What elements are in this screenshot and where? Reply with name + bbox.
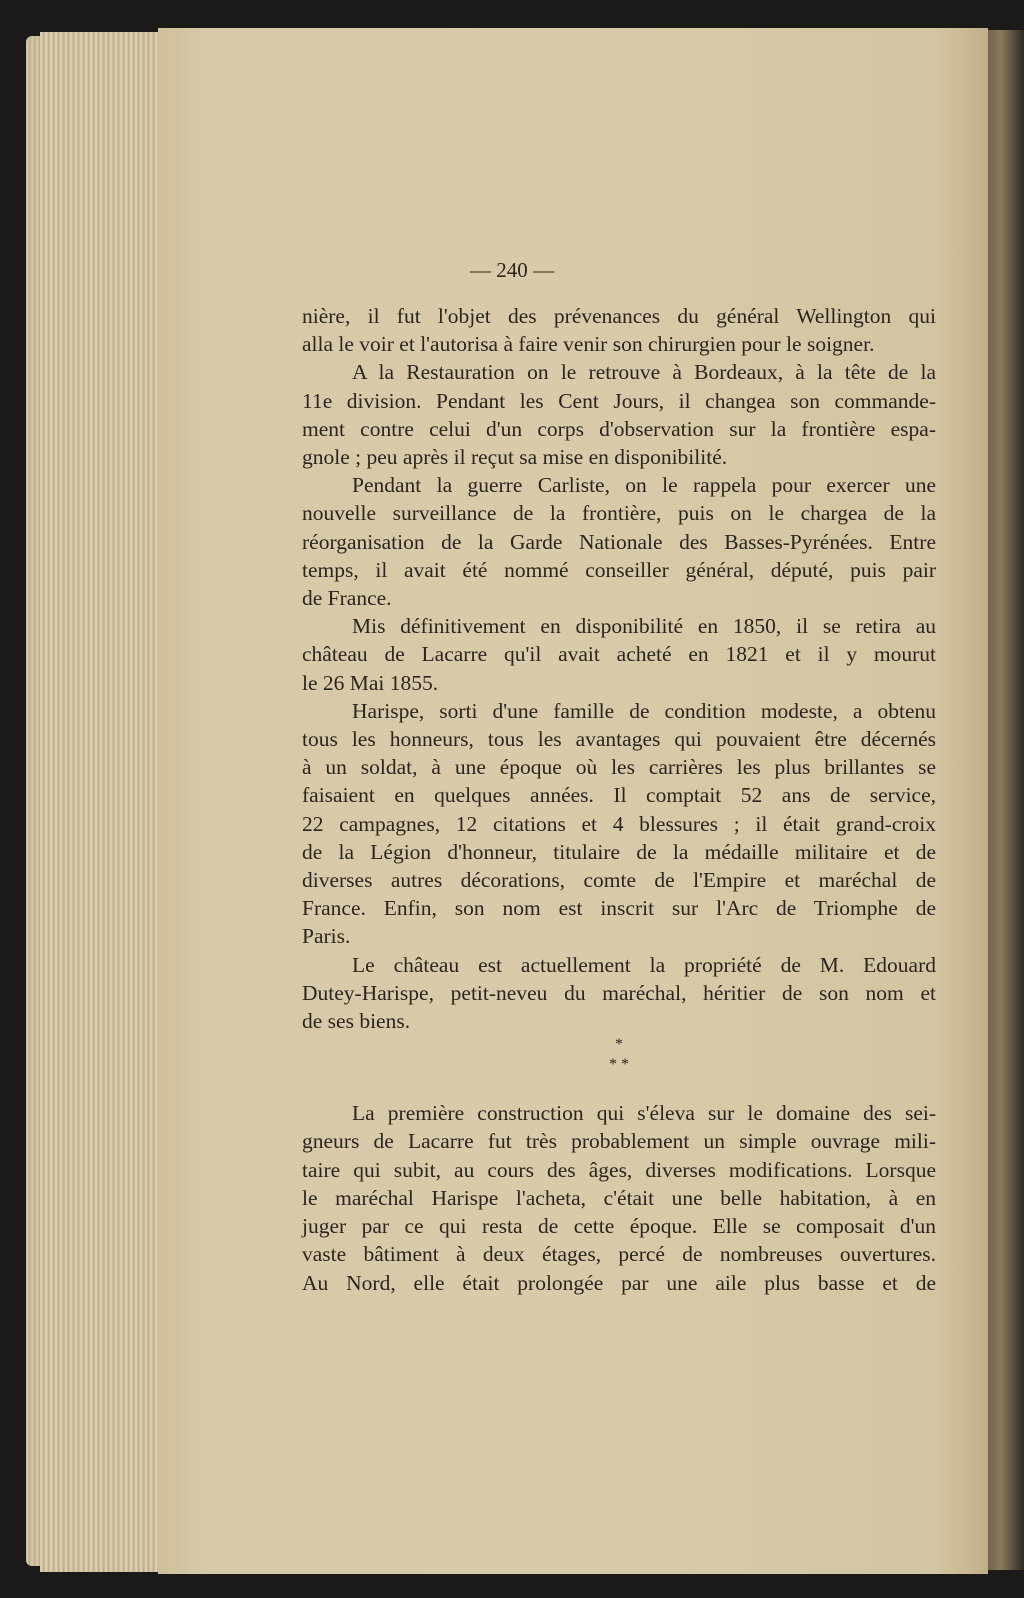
paragraph (302, 951, 936, 1036)
text-line: de la Légion d'honneur, titulaire de la médaille militaire et de (302, 839, 936, 864)
text-line: tous les honneurs, tous les avantages qui pouvaient être décernés (302, 727, 936, 752)
text-line: temps, il avait été nommé conseiller général, député, puis pair (302, 557, 936, 582)
text-line: réorganisation de la Garde Nationale des Basses-Pyrénées. Entre (302, 529, 936, 554)
text-line: le maréchal Harispe l'acheta, c'était une belle habitation, à en (302, 1185, 936, 1210)
text-line: de ses biens. (302, 1009, 411, 1034)
text-line: 22 campagnes, 12 citations et 4 blessures ; il était grand-croix (302, 811, 936, 836)
body-text (302, 302, 936, 1297)
text-line: Au Nord, elle était prolongée par une aile plus basse et de (302, 1270, 936, 1295)
paragraph (302, 1099, 936, 1296)
text-line: gneurs de Lacarre fut très probablement un simple ouvrage mili- (302, 1129, 936, 1154)
text-line: vaste bâtiment à deux étages, percé de nombreuses ouvertures. (302, 1242, 936, 1267)
page-number: — 240 — (470, 258, 554, 282)
text-line: Mis définitivement en disponibilité en 1850, il se retira au (352, 614, 936, 639)
text-line: juger par ce qui resta de cette époque. Elle se composait d'un (302, 1214, 936, 1239)
text-line: Pendant la guerre Carliste, on le rappela pour exercer une (352, 473, 936, 498)
text-line: de France. (302, 586, 392, 611)
asterism (302, 1035, 936, 1075)
text-line: Dutey-Harispe, petit-neveu du maréchal, héritier de son nom et (302, 980, 936, 1005)
text-line: Harispe, sorti d'une famille de condition modeste, a obtenu (352, 698, 936, 723)
paragraph (302, 697, 936, 951)
paragraph (302, 358, 936, 471)
text-line: France. Enfin, son nom est inscrit sur l'Arc de Triomphe de (302, 896, 936, 921)
text-line: diverses autres décorations, comte de l'Empire et maréchal de (302, 868, 936, 893)
text-line: à un soldat, à une époque où les carrières les plus brillantes se (302, 755, 936, 780)
text-line: château de Lacarre qu'il avait acheté en 1821 et il y mourut (302, 642, 936, 667)
paragraph (302, 612, 936, 697)
text-line: gnole ; peu après il reçut sa mise en disponibilité. (302, 445, 728, 470)
paragraph (302, 471, 936, 612)
text-line: taire qui subit, au cours des âges, diverses modifications. Lorsque (302, 1157, 936, 1182)
text-line: ment contre celui d'un corps d'observation sur la frontière espa- (302, 416, 936, 441)
text-line: le 26 Mai 1855. (302, 670, 439, 695)
text-line: nière, il fut l'objet des prévenances du général Wellington qui (302, 304, 936, 328)
text-line: nouvelle surveillance de la frontière, puis on le chargea de la (302, 501, 936, 526)
text-line: 11e division. Pendant les Cent Jours, il changea son commande- (302, 388, 936, 413)
asterism-row: * (615, 1036, 623, 1054)
asterism-row: * * (609, 1056, 629, 1074)
text-line: Le château est actuellement la propriété de M. Edouard (352, 952, 936, 977)
paragraph (302, 302, 936, 358)
text-line: La première construction qui s'éleva sur le domaine des sei- (352, 1101, 936, 1126)
text-line: alla le voir et l'autorisa à faire venir son chirurgien pour le soigner. (302, 332, 875, 357)
text-line: Paris. (302, 924, 351, 949)
text-line: faisaient en quelques années. Il comptait 52 ans de service, (302, 783, 936, 808)
text-line: A la Restauration on le retrouve à Bordeaux, à la tête de la (352, 360, 936, 385)
